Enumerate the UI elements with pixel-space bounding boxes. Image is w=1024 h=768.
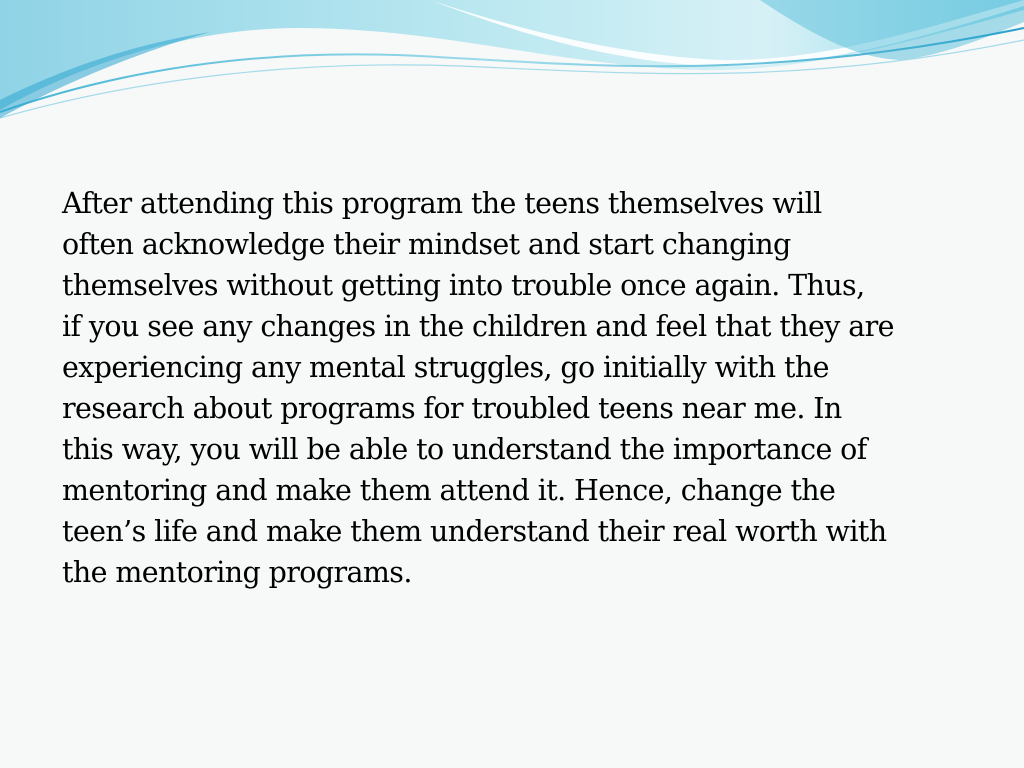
paragraph-line: often acknowledge their mindset and start changing bbox=[62, 228, 791, 261]
paragraph-line: if you see any changes in the children and feel that they are bbox=[62, 310, 894, 343]
paragraph-line: teen’s life and make them understand their real worth with bbox=[62, 515, 887, 548]
paragraph-line: After attending this program the teens themselves will bbox=[62, 187, 822, 220]
paragraph-line: this way, you will be able to understand the importance of bbox=[62, 433, 867, 466]
paragraph-line: mentoring and make them attend it. Hence, change the bbox=[62, 474, 836, 507]
decorative-wave-header bbox=[0, 0, 1024, 125]
paragraph-line: experiencing any mental struggles, go initially with the bbox=[62, 351, 829, 384]
paragraph-line: research about programs for troubled teens near me. In bbox=[62, 392, 842, 425]
paragraph-line: the mentoring programs. bbox=[62, 556, 412, 589]
paragraph-line: themselves without getting into trouble once again. Thus, bbox=[62, 269, 865, 302]
body-paragraph bbox=[62, 183, 942, 593]
